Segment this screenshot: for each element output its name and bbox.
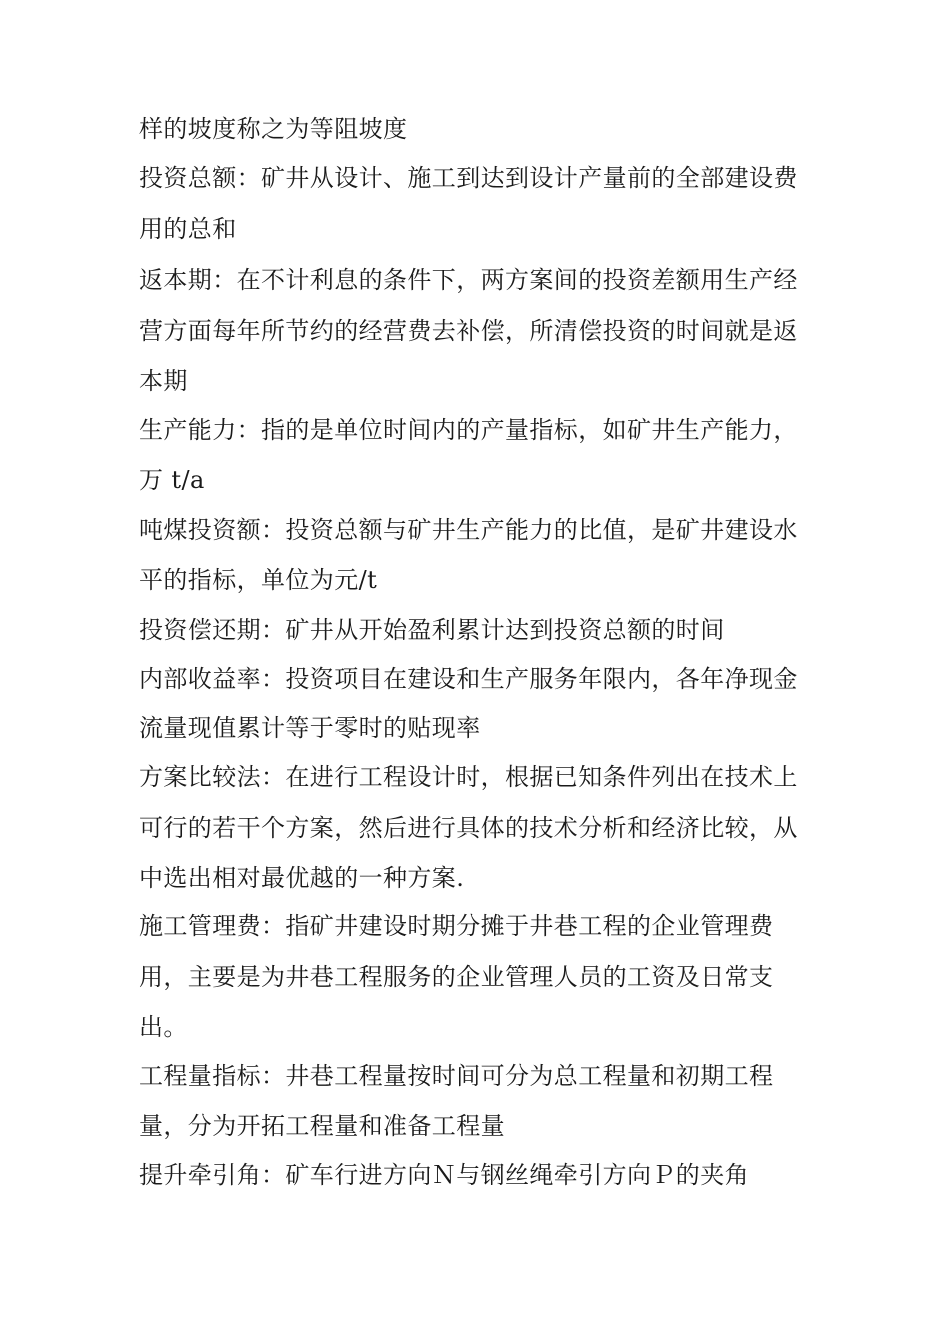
text-line: 提升牵引角：矿车行进方向Ｎ与钢丝绳牵引方向Ｐ的夹角	[139, 1161, 749, 1189]
text-line: 量，分为开拓工程量和准备工程量	[139, 1112, 505, 1140]
text-line: 平的指标，单位为元/t	[139, 566, 378, 594]
text-line: 工程量指标：井巷工程量按时间可分为总工程量和初期工程	[139, 1062, 774, 1090]
text-line: 营方面每年所节约的经营费去补偿，所清偿投资的时间就是返	[139, 317, 798, 345]
text-line: 用的总和	[139, 215, 237, 243]
text-line: 样的坡度称之为等阻坡度	[139, 115, 408, 143]
text-line: 施工管理费：指矿井建设时期分摊于井巷工程的企业管理费	[139, 912, 774, 940]
text-line: 生产能力：指的是单位时间内的产量指标，如矿井生产能力，	[139, 416, 798, 444]
text-line: 万 t/a	[139, 466, 205, 494]
text-line: 可行的若干个方案，然后进行具体的技术分析和经济比较，从	[139, 814, 798, 842]
text-line: 投资偿还期：矿井从开始盈利累计达到投资总额的时间	[139, 616, 725, 644]
text-line: 返本期：在不计利息的条件下，两方案间的投资差额用生产经	[139, 266, 798, 294]
text-line: 吨煤投资额：投资总额与矿井生产能力的比值，是矿井建设水	[139, 516, 798, 544]
text-line: 本期	[139, 367, 188, 395]
text-line: 流量现值累计等于零时的贴现率	[139, 714, 481, 742]
text-line: 中选出相对最优越的一种方案.	[139, 864, 465, 892]
text-line: 内部收益率：投资项目在建设和生产服务年限内，各年净现金	[139, 665, 798, 693]
text-line: 投资总额：矿井从设计、施工到达到设计产量前的全部建设费	[139, 164, 798, 192]
text-line: 出。	[139, 1013, 188, 1041]
text-line: 用，主要是为井巷工程服务的企业管理人员的工资及日常支	[139, 963, 774, 991]
text-line: 方案比较法：在进行工程设计时，根据已知条件列出在技术上	[139, 763, 798, 791]
